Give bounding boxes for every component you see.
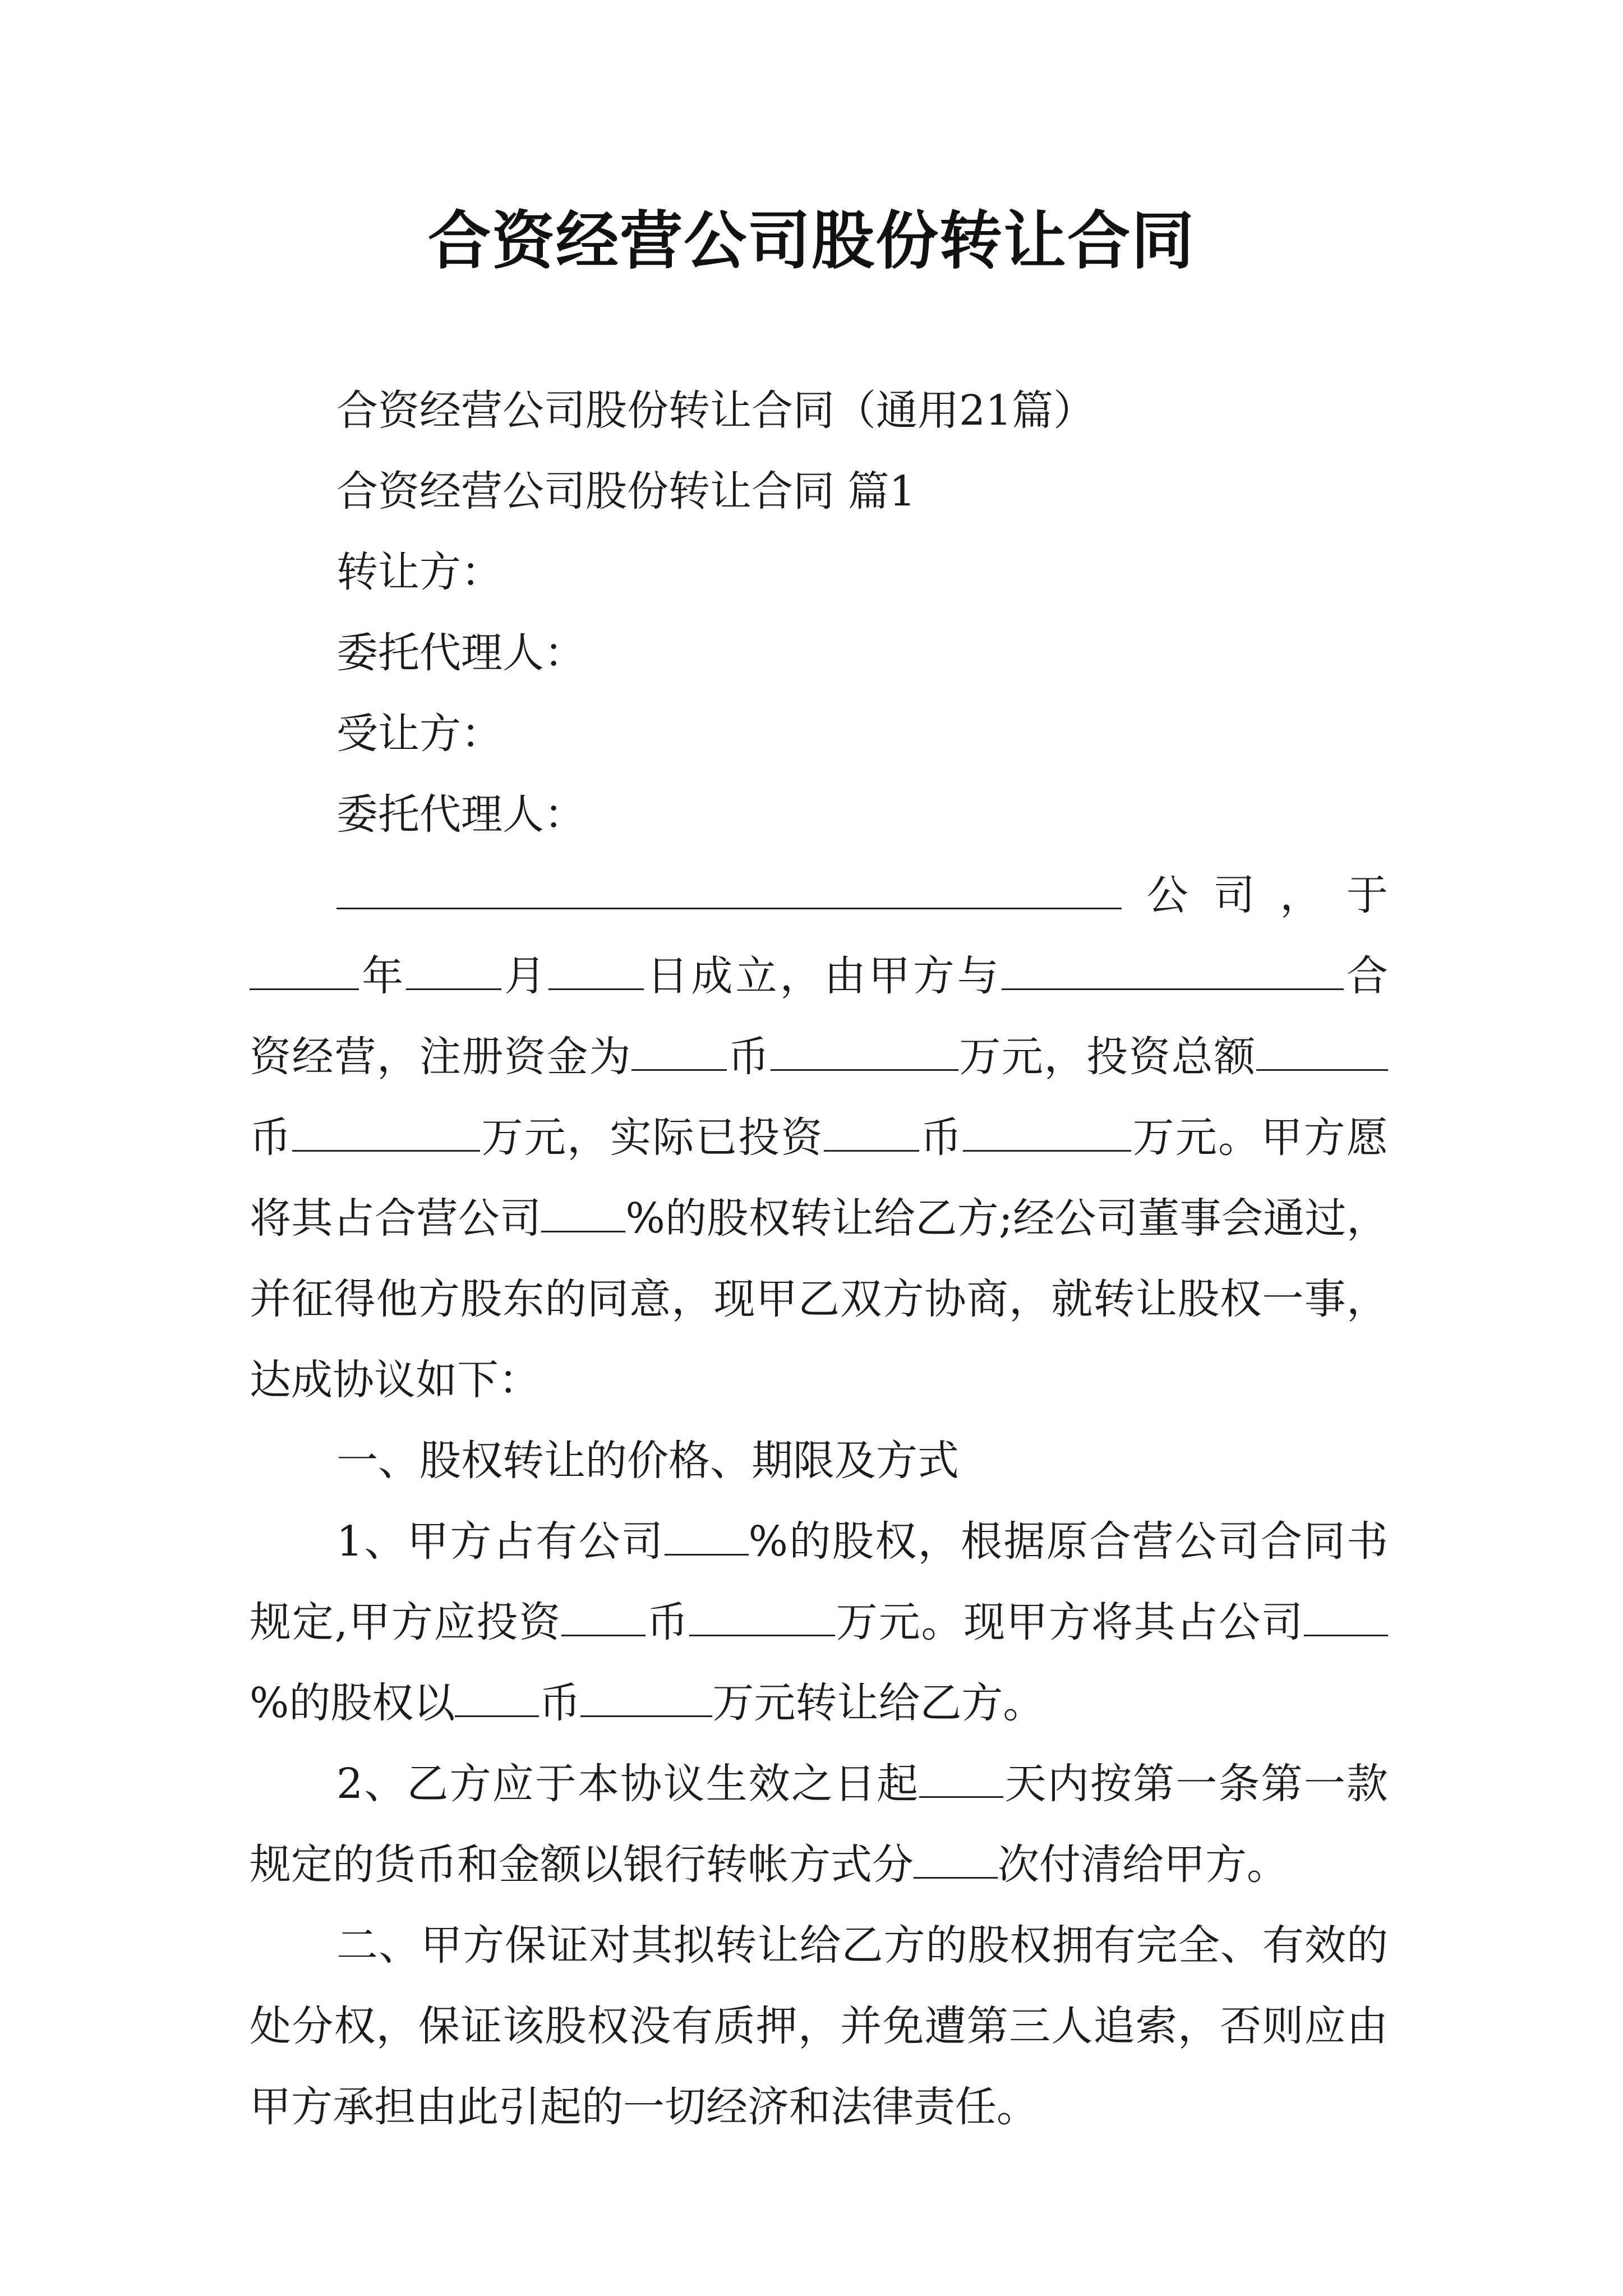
clause-2 bbox=[250, 1743, 1388, 1905]
section-1-heading: 一、股权转让的价格、期限及方式 bbox=[336, 1437, 959, 1485]
agent-line-1: 委托代理人： bbox=[336, 629, 585, 677]
para1-s10: 币 bbox=[919, 1114, 963, 1162]
partner-blank bbox=[1002, 951, 1344, 990]
para1-s11: 万元。甲方愿将其占合营公司 bbox=[250, 1114, 1389, 1243]
year-blank bbox=[250, 951, 359, 990]
capital-currency-blank bbox=[631, 1032, 727, 1071]
invest-amount-blank bbox=[689, 1597, 835, 1636]
subtitle-line: 合资经营公司股份转让合同（通用21篇） bbox=[336, 386, 1095, 435]
transferor-line: 转让方： bbox=[336, 548, 502, 596]
total-currency-blank bbox=[1256, 1032, 1388, 1071]
price-amount-blank bbox=[580, 1678, 712, 1717]
item2-s3: 次付清给甲方。 bbox=[998, 1841, 1288, 1889]
para1-s1: 公司，于 bbox=[1122, 871, 1388, 919]
day-blank bbox=[548, 951, 644, 990]
invest-currency-blank bbox=[561, 1597, 645, 1636]
item1-s4: 万元。现甲方将其占公司 bbox=[834, 1598, 1304, 1646]
document-title: 合资经营公司股份转让合同 bbox=[428, 204, 1195, 278]
share-percent-blank bbox=[541, 1193, 625, 1232]
item1-s1: 1、甲方占有公司 bbox=[336, 1517, 665, 1566]
invested-currency-blank bbox=[824, 1112, 919, 1152]
para1-s5: 合资经营，注册资金为 bbox=[250, 952, 1389, 1081]
item1-s6: 币 bbox=[539, 1679, 581, 1727]
para1-s8: 币 bbox=[250, 1114, 293, 1162]
item2-s1: 2、乙方应于本协议生效之日起 bbox=[336, 1760, 920, 1808]
item1-s5: %的股权以 bbox=[250, 1679, 455, 1727]
item2-s2: 天内按第一条第一款规定的货币和金额以银行转帐方式分 bbox=[250, 1760, 1388, 1889]
para1-s6: 币 bbox=[727, 1033, 771, 1081]
item1-s3: 币 bbox=[645, 1598, 689, 1646]
capital-amount-blank bbox=[771, 1032, 958, 1071]
chapter-heading: 合资经营公司股份转让合同 篇1 bbox=[336, 467, 916, 516]
section-2-paragraph: 二、甲方保证对其拟转让给乙方的股权拥有完全、有效的处分权，保证该股权没有质押，并免遭第三人追索，否则应由甲方承担由此引起的一切经济和法律责任。 bbox=[250, 1921, 1388, 2131]
month-blank bbox=[406, 951, 501, 990]
days-blank bbox=[919, 1759, 1003, 1798]
transfer-percent-blank bbox=[1304, 1597, 1388, 1636]
price-currency-blank bbox=[455, 1678, 539, 1717]
para1-s9: 万元，实际已投资 bbox=[480, 1114, 824, 1162]
item1-s7: 万元转让给乙方。 bbox=[712, 1679, 1045, 1727]
para1-s2: 年 bbox=[359, 952, 407, 1000]
document-body bbox=[250, 370, 1388, 2147]
total-amount-blank bbox=[292, 1112, 480, 1152]
owned-percent-blank bbox=[665, 1516, 749, 1556]
clause-1 bbox=[250, 1501, 1388, 1743]
para1-s4: 日成立，由甲方与 bbox=[644, 952, 1002, 1000]
para1-s7: 万元，投资总额 bbox=[958, 1033, 1257, 1081]
invested-amount-blank bbox=[963, 1112, 1131, 1152]
company-paragraph bbox=[250, 855, 1388, 1420]
agent-line-2: 委托代理人： bbox=[336, 790, 585, 839]
company-name-blank bbox=[336, 870, 1122, 909]
item1-s2: %的股权，根据原合营公司合同书规定,甲方应投资 bbox=[250, 1517, 1388, 1646]
para1-s12: %的股权转让给乙方;经公司董事会通过，并征得他方股东的同意，现甲乙双方协商，就转让股权一事，达成协议如下： bbox=[250, 1194, 1388, 1404]
transferee-line: 受让方： bbox=[336, 710, 502, 758]
installments-blank bbox=[914, 1839, 998, 1879]
para1-s3: 月 bbox=[501, 952, 549, 1000]
